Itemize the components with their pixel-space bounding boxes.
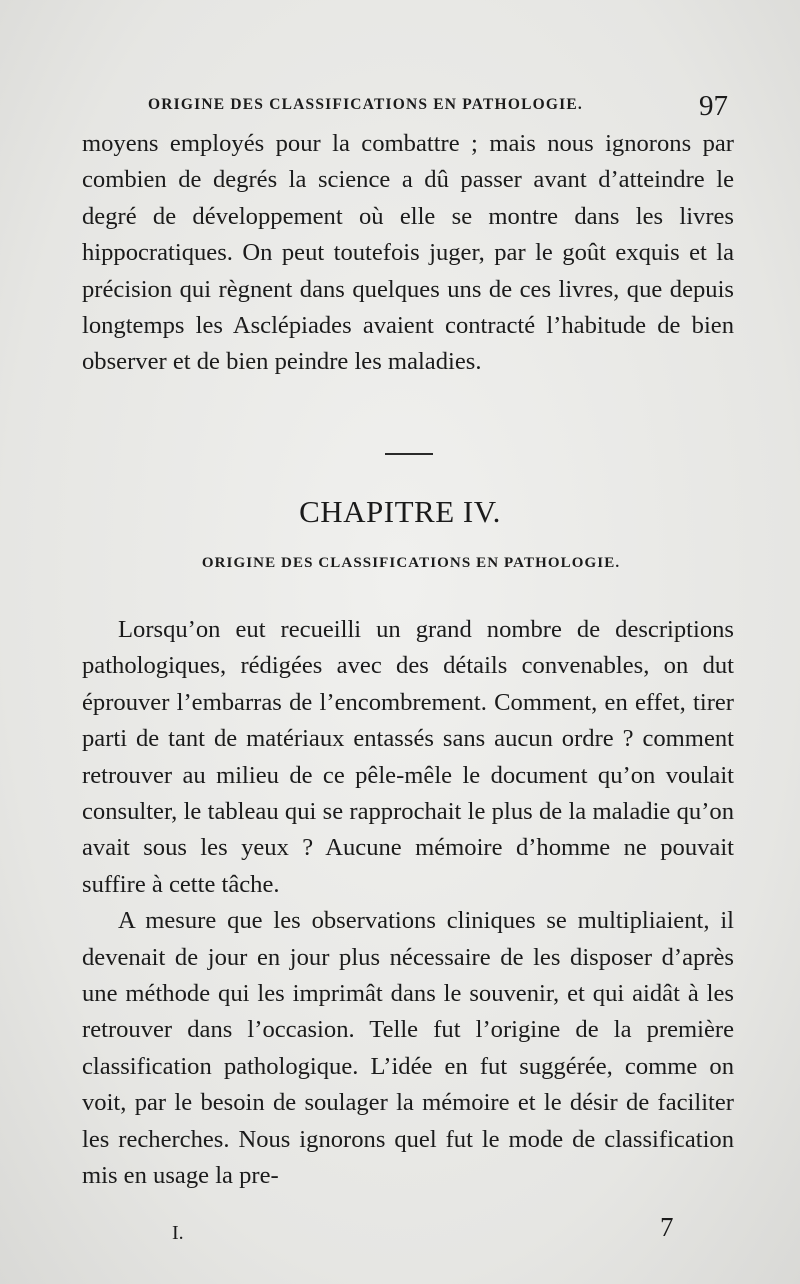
running-title: ORIGINE DES CLASSIFICATIONS EN PATHOLOGIE. (148, 96, 583, 113)
paragraph-text: moyens employés pour la combattre ; mais nous ignorons par combien de degrés la science a dû passer avant d’atteindre le degré de développement où elle se montre dans les livres hippocratiques. On peut toutefois juger, par le goût exquis et la précision qui règnent dans quelques uns de ces livres, que depuis longtemps les Asclépiades avaient contracté l’habitude de bien observer et de bien peindre les maladies. (82, 130, 734, 376)
paragraph-text: A mesure que les observations cliniques se multipliaient, il devenait de jour en jour plus nécessaire de les disposer d’après une méthode qui les imprimât dans le souvenir, et qui aidât à les retrouver dans l’occasion. Telle fut l’origine de la première classification pathologique. L’idée en fut suggérée, comme on voit, par le besoin de soulager la mémoire et le désir de faciliter les recherches. Nous ignorons quel fut le mode de classification mis en usage la pre- (82, 907, 734, 1190)
sheet-number: 7 (660, 1212, 674, 1242)
signature-mark: I. (172, 1222, 184, 1244)
section-divider (385, 453, 433, 455)
continuation-paragraph (82, 126, 734, 381)
paragraph-text: Lorsqu’on eut recueilli un grand nombre de descriptions pathologiques, rédigées avec des détails convenables, on dut éprouver l’embarras de l’encombrement. Comment, en effet, tirer parti de tant de matériaux entassés sans aucun ordre ? comment retrouver au milieu de ce pêle-mêle le document qu’on voulait consulter, le tableau qui se rapprochait le plus de la maladie qu’on avait sous les yeux ? Aucune mémoire d’homme ne pouvait suffire à cette tâche. (82, 616, 734, 898)
page-number: 97 (699, 90, 728, 122)
chapter-subtitle: ORIGINE DES CLASSIFICATIONS EN PATHOLOGIE. (201, 555, 621, 571)
chapter-title: CHAPITRE IV. (299, 494, 501, 529)
running-head (148, 92, 732, 124)
chapter-body (82, 612, 734, 1195)
